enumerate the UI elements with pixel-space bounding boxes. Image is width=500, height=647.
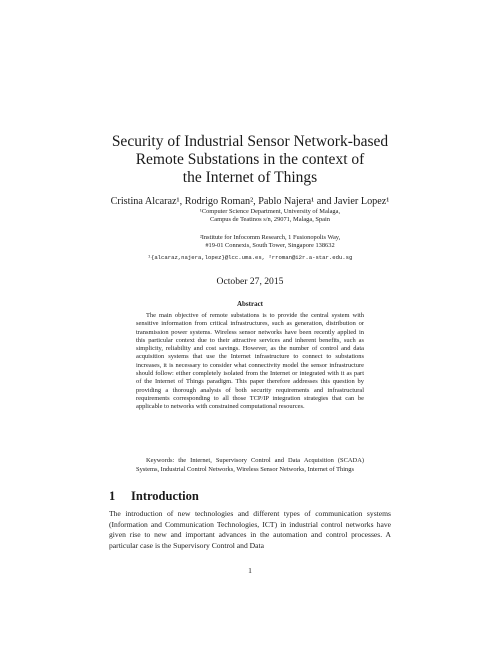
abstract-text: The main objective of remote substations is to provide the central system with sensitive information from critical infrastructures, such as generation, distribution or transmission power systems. Wireless sensor networks have been recently applied in this particular context due to their attractive services and inherent benefits, such as simplicity, reliability and cost savings. However, as the number of control and data acquisition systems that use the Internet infrastructure to connect to substations increases, it is necessary to consider what connectivity model the sensor infrastructure should follow: either completely isolated from the Internet or integrated with it as part of the Internet of Things paradigm. This paper therefore addresses this question by providing a thorough analysis of both security requirements and infrastructural requirements corresponding to all those TCP/IP integration strategies that can be applicable to networks with constrained computational resources. — [136, 312, 364, 411]
abstract-heading: Abstract — [236, 300, 264, 308]
author-emails: ¹{alcaraz,najera,lopez}@lcc.uma.es, ²rroman@i2r.a-star.edu.sg — [147, 254, 353, 261]
title-line: Remote Substations in the context of — [135, 151, 365, 168]
keywords: Keywords: the Internet, Supervisory Control and Data Acquisition (SCADA) Systems, Industrial Control Networks, Wireless Sensor Networks, Internet of Things — [136, 457, 364, 473]
intro-paragraph: The introduction of new technologies and different types of communication systems (Information and Communication Technologies, ICT) in industrial control networks have given rise to new and important advances in the automation and control processes. A particular case is the Supervisory Control and Data — [109, 509, 391, 550]
affiliation-2 — [120, 234, 420, 250]
title-line: the Internet of Things — [182, 169, 318, 186]
affiliation-line: ²Institute for Infocomm Research, 1 Fusionopolis Way, — [199, 234, 341, 241]
affiliation-line: Campus de Teatinos s/n, 29071, Malaga, Spain — [210, 216, 330, 223]
affiliation-line: #19-01 Connexis, South Tower, Singapore 138632 — [205, 242, 335, 249]
page-number: 1 — [248, 566, 252, 575]
section-heading — [109, 488, 409, 504]
author-list: Cristina Alcaraz¹, Rodrigo Roman², Pablo Najera¹ and Javier Lopez¹ — [110, 196, 390, 207]
paper-title — [60, 133, 440, 187]
section-title: Introduction — [131, 489, 199, 503]
section-number: 1 — [109, 489, 116, 503]
affiliation-1 — [120, 208, 420, 224]
paper-date: October 27, 2015 — [216, 276, 284, 287]
affiliation-line: ¹Computer Science Department, University of Malaga, — [199, 208, 341, 215]
title-line: Security of Industrial Sensor Network-based — [111, 133, 389, 150]
